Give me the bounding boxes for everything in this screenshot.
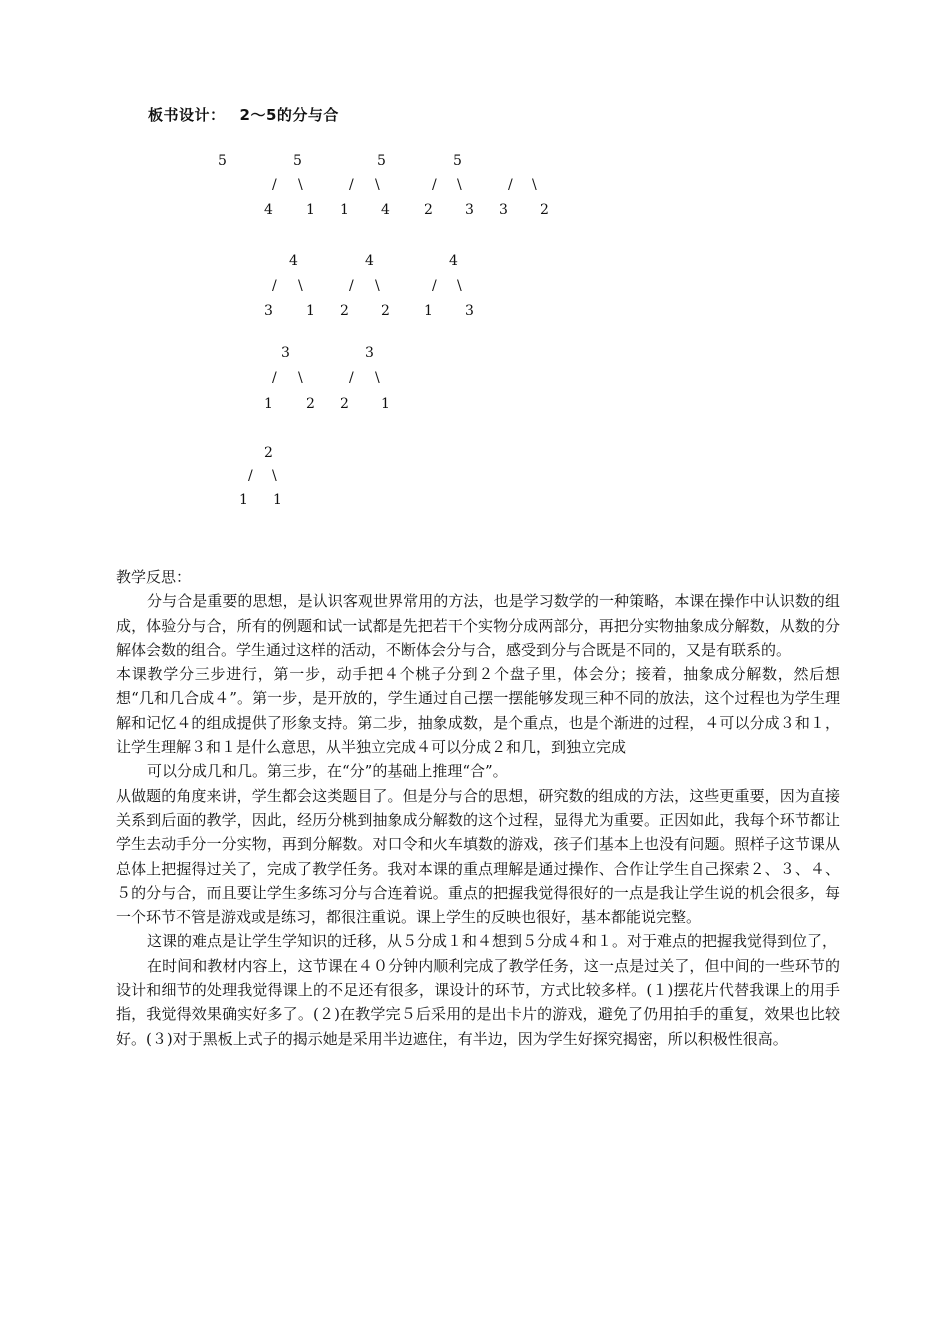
diagram-top-number: 5 xyxy=(453,153,462,169)
diagram-left-number: 2 xyxy=(424,202,433,218)
diagram-left-number: 2 xyxy=(340,303,349,319)
diagram-backslash: \ xyxy=(457,278,462,294)
board-design-label: 板书设计： xyxy=(148,106,226,124)
diagram-backslash: \ xyxy=(375,278,380,294)
diagram-left-number: 1 xyxy=(424,303,433,319)
reflection-paragraph: 在时间和教材内容上，这节课在４０分钟内顺利完成了教学任务，这一点是过关了，但中间的一些环节的设计和细节的处理我觉得课上的不足还有很多，课设计的环节，方式比较多样。(１)摆花片代替我课上的用手指，我觉得效果确实好多了。(２)在教学完５后采用的是出卡片的游戏，避免了仍用拍手的重复，效果也比较好。(３)对于黑板上式子的揭示她是采用半边遮住，有半边，因为学生好探究揭密，所以积极性很高。 xyxy=(116,956,840,1048)
diagram-slash: / xyxy=(272,278,277,294)
diagram-left-number: 3 xyxy=(264,303,273,319)
diagram-left-number: 2 xyxy=(340,396,349,412)
diagram-right-number: 1 xyxy=(306,303,315,319)
diagram-left-number: 3 xyxy=(499,202,508,218)
diagram-top-number: 4 xyxy=(289,253,298,269)
diagram-left-number: 1 xyxy=(340,202,349,218)
diagram-slash: / xyxy=(349,370,354,386)
diagram-backslash: \ xyxy=(375,177,380,193)
diagram-left-number: 1 xyxy=(264,396,273,412)
teaching-reflection xyxy=(116,565,840,1051)
diagram-backslash: \ xyxy=(457,177,462,193)
diagram-top-number: 5 xyxy=(293,153,302,169)
diagram-backslash: \ xyxy=(298,370,303,386)
diagram-top-number: 3 xyxy=(365,345,374,361)
diagram-backslash: \ xyxy=(532,177,537,193)
diagram-top-number: 5 xyxy=(377,153,386,169)
diagram-backslash: \ xyxy=(272,468,277,484)
diagram-slash: / xyxy=(272,177,277,193)
diagram-right-number: 2 xyxy=(306,396,315,412)
diagram-right-number: 4 xyxy=(381,202,390,218)
diagram-right-number: 1 xyxy=(273,492,282,508)
standalone-five: 5 xyxy=(218,153,227,169)
diagram-right-number: 1 xyxy=(306,202,315,218)
diagram-slash: / xyxy=(349,278,354,294)
diagram-top-number: 4 xyxy=(449,253,458,269)
diagram-top-number: 2 xyxy=(264,445,273,461)
diagram-right-number: 3 xyxy=(465,303,474,319)
reflection-paragraph: 本课教学分三步进行，第一步，动手把４个桃子分到２个盘子里，体会分；接着，抽象成分解数，然后想想“几和几合成４”。第一步，是开放的，学生通过自己摆一摆能够发现三种不同的放法，这个过程也为学生理解和记忆４的组成提供了形象支持。第二步，抽象成数，是个重点，也是个渐进的过程，４可以分成３和１，让学生理解３和１是什么意思，从半独立完成４可以分成２和几，到独立完成 xyxy=(116,665,840,757)
diagram-right-number: 2 xyxy=(381,303,390,319)
diagram-top-number: 3 xyxy=(281,345,290,361)
diagram-right-number: 2 xyxy=(540,202,549,218)
reflection-paragraph: 从做题的角度来讲，学生都会这类题目了。但是分与合的思想，研究数的组成的方法，这些更重要，因为直接关系到后面的教学，因此，经历分桃到抽象成分解数的这个过程，显得尤为重要。正因如此，我每个环节都让学生去动手分一分实物，再到分解数。对口令和火车填数的游戏，孩子们基本上也没有问题。照样子这节课从总体上把握得过关了，完成了教学任务。我对本课的重点理解是通过操作、合作让学生自己探索２、３、４、５的分与合，而且要让学生多练习分与合连着说。重点的把握我觉得很好的一点是我让学生说的机会很多，每一个环节不管是游戏或是练习，都很注重说。课上学生的反映也很好，基本都能说完整。 xyxy=(116,786,840,927)
diagram-left-number: 1 xyxy=(239,492,248,508)
board-design-title: 2～5的分与合 xyxy=(239,106,339,124)
reflection-paragraph: 可以分成几和几。第三步，在“分”的基础上推理“合”。 xyxy=(147,762,508,781)
reflection-paragraph: 分与合是重要的思想，是认识客观世界常用的方法，也是学习数学的一种策略，本课在操作中认识数的组成，体验分与合，所有的例题和试一试都是先把若干个实物分成两部分，再把分实物抽象成分解数，从数的分解体会数的组合。学生通过这样的活动，不断体会分与合，感受到分与合既是不同的，又是有联系的。 xyxy=(116,592,840,659)
board-design-heading xyxy=(148,104,339,125)
diagram-left-number: 4 xyxy=(264,202,273,218)
diagram-backslash: \ xyxy=(298,278,303,294)
reflection-title: 教学反思： xyxy=(116,568,192,586)
diagram-backslash: \ xyxy=(375,370,380,386)
diagram-right-number: 1 xyxy=(381,396,390,412)
diagram-slash: / xyxy=(248,468,253,484)
diagram-slash: / xyxy=(432,177,437,193)
diagram-slash: / xyxy=(508,177,513,193)
diagram-slash: / xyxy=(432,278,437,294)
diagram-slash: / xyxy=(272,370,277,386)
diagram-backslash: \ xyxy=(298,177,303,193)
diagram-slash: / xyxy=(349,177,354,193)
diagram-top-number: 4 xyxy=(365,253,374,269)
reflection-paragraph: 这课的难点是让学生学知识的迁移，从５分成１和４想到５分成４和１。对于难点的把握我觉得到位了， xyxy=(147,932,838,951)
diagram-right-number: 3 xyxy=(465,202,474,218)
